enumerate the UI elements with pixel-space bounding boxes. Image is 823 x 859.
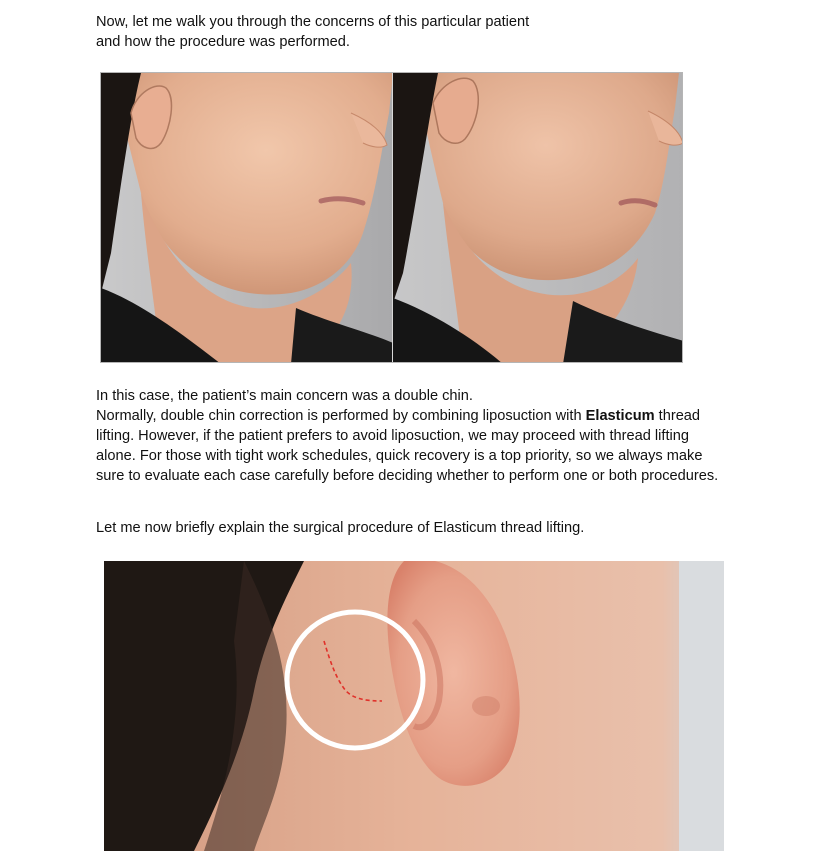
intro-paragraph [96, 12, 736, 52]
after-photo [393, 73, 683, 362]
ear-procedure-photo [104, 561, 724, 851]
explain-text: Let me now briefly explain the surgical procedure of Elasticum thread lifting. [96, 520, 585, 536]
intro-line-1: Now, let me walk you through the concerns of this particular patient [96, 14, 530, 30]
elasticum-bold-term: Elasticum [585, 408, 655, 424]
concern-text-start: Normally, double chin correction is performed by combining liposuction with [96, 408, 586, 424]
explain-paragraph [96, 518, 736, 538]
ear-photo-illustration [104, 561, 724, 851]
after-photo-illustration [393, 73, 683, 362]
before-photo-illustration [101, 73, 393, 362]
before-photo [101, 73, 393, 362]
intro-line-2: and how the procedure was performed. [96, 34, 350, 50]
concern-paragraph [96, 386, 721, 486]
concern-line-1: In this case, the patient’s main concern was a double chin. [96, 388, 473, 404]
concern-text-end: thread lifting. However, if the patient prefers to avoid liposuction, we may proceed with thread lifting alone. For those with tight work schedules, quick recovery is a top priority, so we always make sure to evaluate each case carefully before deciding whether to perform one or both procedures. [96, 408, 719, 484]
before-after-photos [100, 72, 683, 363]
